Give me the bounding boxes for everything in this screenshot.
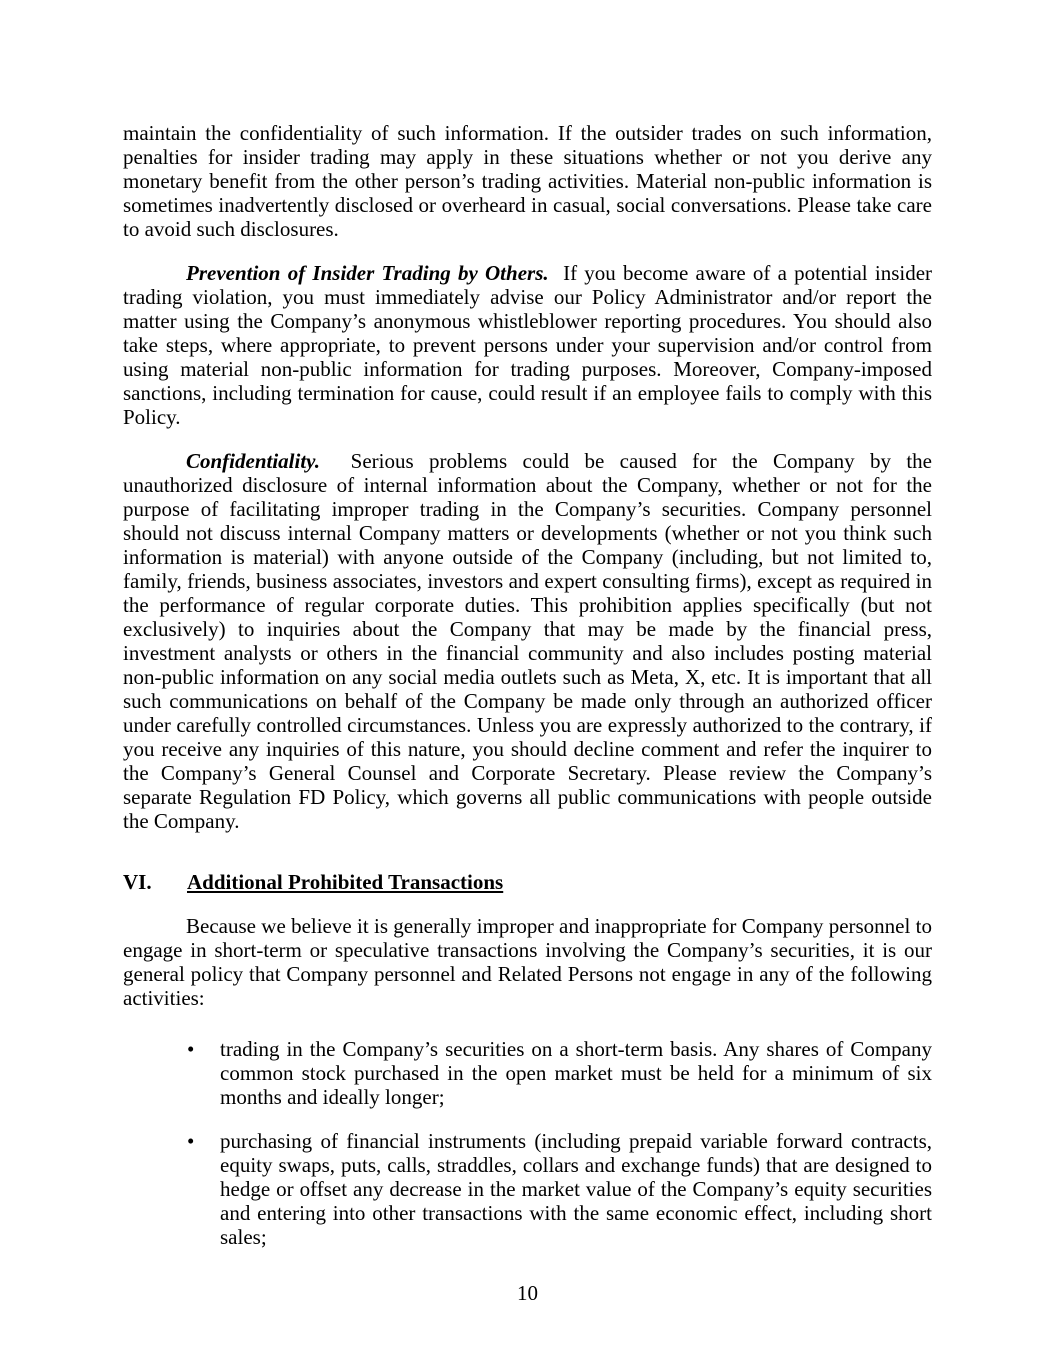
list-item	[123, 1037, 932, 1109]
paragraph-prevention-of-insider-trading	[123, 261, 932, 429]
paragraph-intro	[123, 914, 932, 1010]
section-heading	[123, 853, 932, 894]
bullet-icon: •	[187, 1129, 195, 1153]
paragraph-lead-in: Confidentiality.	[186, 449, 320, 473]
bullet-icon: •	[187, 1037, 195, 1061]
bullet-text: purchasing of financial instruments (including prepaid variable forward contracts, equity swaps, puts, calls, straddles, collars and exchange funds) that are designed to hedge or offset any decrease in the market value of the Company’s equity securities and entering into other transactions with the same economic effect, including short sales;	[220, 1129, 932, 1249]
paragraph-text: maintain the confidentiality of such information. If the outsider trades on such information, penalties for insider trading may apply in these situations whether or not you derive any monetary benefit from the other person’s trading activities. Material non-public information is sometimes inadvertently disclosed or overheard in casual, social conversations. Please take care to avoid such disclosures.	[123, 121, 932, 241]
list-item	[123, 1129, 932, 1249]
document-body	[123, 121, 932, 1269]
paragraph-lead-in: Prevention of Insider Trading by Others.	[186, 261, 549, 285]
section-title: Additional Prohibited Transactions	[187, 870, 504, 894]
bullet-text: trading in the Company’s securities on a short-term basis. Any shares of Company common stock purchased in the open market must be held for a minimum of six months and ideally longer;	[220, 1037, 932, 1109]
paragraph-text: Serious problems could be caused for the Company by the unauthorized disclosure of internal information about the Company, whether or not for the purpose of facilitating improper trading in the Company’s securities. Company personnel should not discuss internal Company matters or developments (whether or not you think such information is material) with anyone outside of the Company (including, but not limited to, family, friends, business associates, investors and expert consulting firms), except as required in the performance of regular corporate duties. This prohibition applies specifically (but not exclusively) to inquiries about the Company that may be made by the financial press, investment analysts or others in the financial community and also includes posting material non-public information on any social media outlets such as Meta, X, etc. It is important that all such communications on behalf of the Company be made only through an authorized officer under carefully controlled circumstances. Unless you are expressly authorized to the contrary, if you receive any inquiries of this nature, you should decline comment and refer the inquirer to the Company’s General Counsel and Corporate Secretary. Please review the Company’s separate Regulation FD Policy, which governs all public communications with people outside the Company.	[123, 449, 932, 833]
prohibited-activities-list	[123, 1030, 932, 1249]
page-number: 10	[517, 1281, 538, 1305]
paragraph-text: If you become aware of a potential insider trading violation, you must immediately advise our Policy Administrator and/or report the matter using the Company’s anonymous whistleblower reporting procedures. You should also take steps, where appropriate, to prevent persons under your supervision and/or control from using material non-public information for trading purposes. Moreover, Company-imposed sanctions, including termination for cause, could result if an employee fails to comply with this Policy.	[123, 261, 933, 429]
paragraph-confidentiality	[123, 449, 932, 833]
paragraph-text: Because we believe it is generally improper and inappropriate for Company personnel to engage in short-term or speculative transactions involving the Company’s securities, it is our general policy that Company personnel and Related Persons not engage in any of the following activities:	[123, 914, 932, 1010]
section-number: VI.	[123, 870, 152, 894]
paragraph-continuation	[123, 121, 932, 241]
